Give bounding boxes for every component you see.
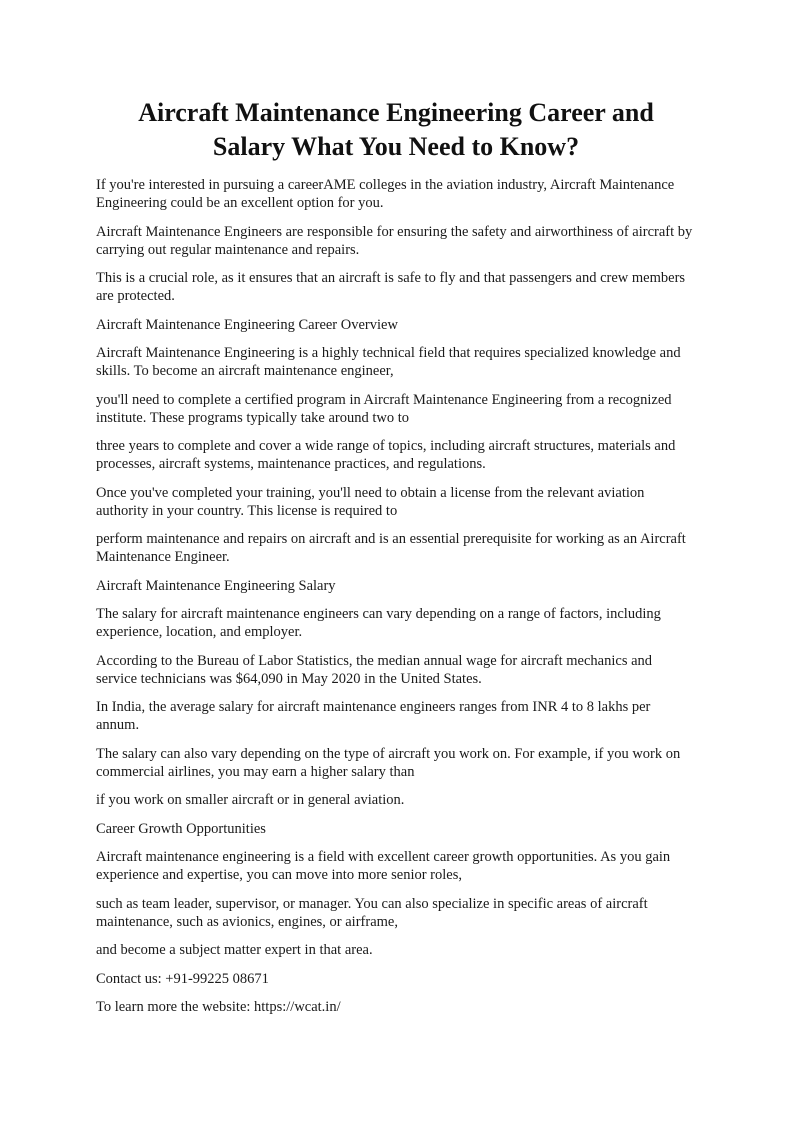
license-paragraph-2: perform maintenance and repairs on aircraft and is an essential prerequisite for working as an Aircraft Maintenance Engineer. [96, 531, 686, 565]
salary-paragraph-2: According to the Bureau of Labor Statistics, the median annual wage for aircraft mechanics and service technicians was $64,090 in May 2020 in the United States. [96, 652, 653, 687]
role-paragraph: Aircraft Maintenance Engineers are responsible for ensuring the safety and airworthiness of aircraft by carrying out regular maintenance and repairs. [96, 223, 693, 258]
section-heading-growth: Career Growth Opportunities [96, 820, 266, 837]
overview-paragraph-3: three years to complete and cover a wide range of topics, including aircraft structures, materials and processes, aircraft systems, maintenance practices, and regulations. [96, 438, 676, 472]
contact-line: Contact us: +91-99225 08671 [96, 970, 269, 987]
salary-paragraph-5: if you work on smaller aircraft or in general aviation. [96, 792, 405, 808]
document-page [96, 96, 696, 1027]
importance-paragraph: This is a crucial role, as it ensures that an aircraft is safe to fly and that passengers and crew members are protected. [96, 270, 686, 304]
website-line: To learn more the website: https://wcat.in/ [96, 999, 341, 1015]
salary-paragraph-1: The salary for aircraft maintenance engineers can vary depending on a range of factors, including experience, location, and employer. [96, 606, 661, 640]
growth-paragraph-2: such as team leader, supervisor, or manager. You can also specialize in specific areas of aircraft maintenance, such as avionics, engines, or airframe, [96, 895, 648, 930]
title-line-1: Aircraft Maintenance Engineering Career and [138, 98, 654, 127]
growth-paragraph-1: Aircraft maintenance engineering is a field with excellent career growth opportunities. As you gain experience and expertise, you can move into more senior roles, [96, 849, 671, 883]
growth-paragraph-3: and become a subject matter expert in that area. [96, 942, 373, 958]
document-title [96, 96, 696, 164]
section-heading-salary: Aircraft Maintenance Engineering Salary [96, 577, 336, 594]
section-heading-career-overview: Aircraft Maintenance Engineering Career Overview [96, 316, 398, 333]
intro-paragraph: If you're interested in pursuing a careerAME colleges in the aviation industry, Aircraft Maintenance Engineering could be an excellent option for you. [96, 177, 675, 211]
title-line-2: Salary What You Need to Know? [212, 132, 580, 161]
license-paragraph-1: Once you've completed your training, you'll need to obtain a license from the relevant aviation authority in your country. This license is required to [96, 484, 645, 519]
overview-paragraph-1: Aircraft Maintenance Engineering is a highly technical field that requires specialized knowledge and skills. To become an aircraft maintenance engineer, [96, 345, 681, 379]
salary-paragraph-3: In India, the average salary for aircraft maintenance engineers ranges from INR 4 to 8 lakhs per annum. [96, 699, 651, 733]
overview-paragraph-2: you'll need to complete a certified program in Aircraft Maintenance Engineering from a recognized institute. These programs typically take around two to [96, 391, 672, 426]
salary-paragraph-4: The salary can also vary depending on the type of aircraft you work on. For example, if you work on commercial airlines, you may earn a higher salary than [96, 745, 681, 780]
